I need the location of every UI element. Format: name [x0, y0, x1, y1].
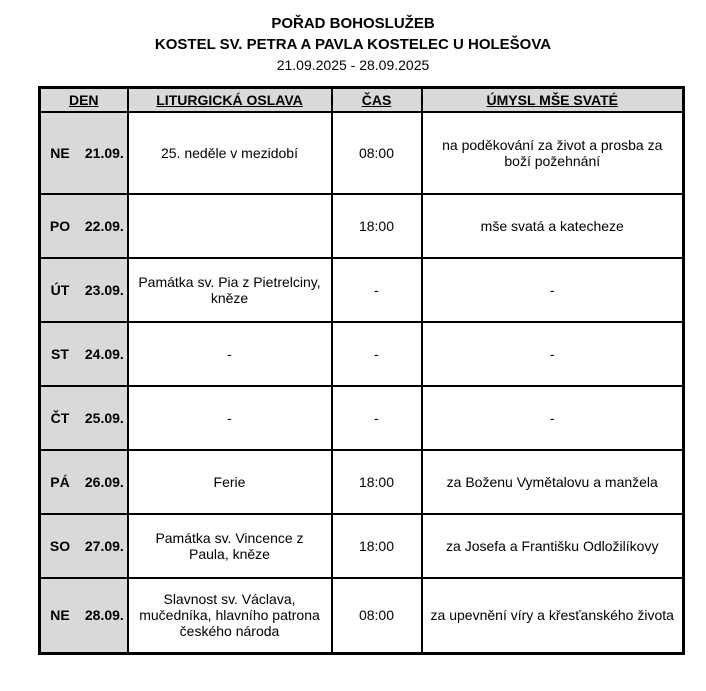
celebration-cell: Památka sv. Vincence z Paula, kněze — [128, 514, 332, 578]
intention-cell: za upevnění víry a křesťanského života — [422, 578, 684, 654]
day-abbr: PO — [49, 217, 71, 234]
day-date: 28.09. — [84, 607, 124, 624]
table-row — [40, 386, 684, 450]
day-abbr: NE — [50, 607, 70, 624]
table-row — [40, 578, 684, 654]
time-cell: - — [332, 386, 422, 450]
day-abbr: ÚT — [50, 281, 70, 298]
table-row — [40, 450, 684, 514]
schedule-table-header — [40, 88, 684, 112]
table-row — [40, 112, 684, 194]
celebration-cell: Slavnost sv. Václava, mučedníka, hlavního patrona českého národa — [128, 578, 332, 654]
day-cell — [40, 514, 128, 578]
intention-cell: - — [422, 386, 684, 450]
document-header — [0, 13, 706, 75]
celebration-cell: - — [128, 322, 332, 386]
schedule-table-body — [40, 112, 684, 654]
time-cell: 18:00 — [332, 514, 422, 578]
intention-cell: - — [422, 322, 684, 386]
day-cell — [40, 194, 128, 258]
time-cell: - — [332, 322, 422, 386]
table-row — [40, 258, 684, 322]
table-row — [40, 514, 684, 578]
time-cell: 08:00 — [332, 578, 422, 654]
celebration-cell — [128, 194, 332, 258]
time-cell: 18:00 — [332, 194, 422, 258]
column-header-umysl: ÚMYSL MŠE SVATÉ — [422, 88, 684, 112]
day-date: 22.09. — [84, 217, 124, 234]
column-header-den: DEN — [40, 88, 128, 112]
day-date: 23.09. — [84, 281, 124, 298]
celebration-cell: - — [128, 386, 332, 450]
day-abbr: PÁ — [50, 473, 70, 490]
time-cell: 18:00 — [332, 450, 422, 514]
intention-cell: na poděkování za život a prosba za boží požehnání — [422, 112, 684, 194]
church-name: KOSTEL SV. PETRA A PAVLA KOSTELEC U HOLEŠOVA — [154, 36, 552, 53]
day-cell — [40, 112, 128, 194]
day-abbr: NE — [50, 144, 70, 161]
intention-cell: mše svatá a katecheze — [422, 194, 684, 258]
day-abbr: ST — [51, 345, 69, 362]
table-row — [40, 194, 684, 258]
day-abbr: SO — [49, 537, 71, 554]
column-header-cas: ČAS — [332, 88, 422, 112]
date-range: 21.09.2025 - 28.09.2025 — [276, 57, 430, 73]
day-date: 21.09. — [84, 144, 124, 161]
day-cell — [40, 258, 128, 322]
celebration-cell: Ferie — [128, 450, 332, 514]
time-cell: - — [332, 258, 422, 322]
day-date: 27.09. — [84, 537, 124, 554]
celebration-cell: 25. neděle v mezidobí — [128, 112, 332, 194]
intention-cell: - — [422, 258, 684, 322]
day-cell — [40, 578, 128, 654]
day-cell — [40, 386, 128, 450]
column-header-liturgicka-oslava: LITURGICKÁ OSLAVA — [128, 88, 332, 112]
day-date: 26.09. — [84, 473, 124, 490]
day-abbr: ČT — [50, 409, 70, 426]
page-title: POŘAD BOHOSLUŽEB — [271, 15, 435, 32]
intention-cell: za Josefa a Františku Odložilíkovy — [422, 514, 684, 578]
day-cell — [40, 322, 128, 386]
day-date: 24.09. — [84, 345, 124, 362]
celebration-cell: Památka sv. Pia z Pietrelciny, kněze — [128, 258, 332, 322]
schedule-table — [38, 86, 685, 655]
day-date: 25.09. — [84, 409, 124, 426]
intention-cell: za Boženu Vymětalovu a manžela — [422, 450, 684, 514]
day-cell — [40, 450, 128, 514]
time-cell: 08:00 — [332, 112, 422, 194]
table-row — [40, 322, 684, 386]
